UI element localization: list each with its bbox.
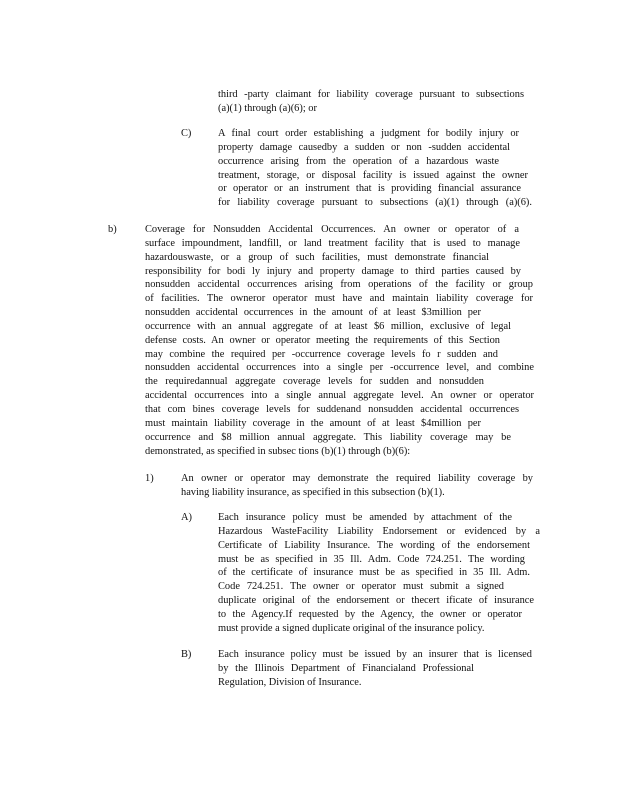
text-line: must maintain liability coverage in the amount of at least $4million per	[145, 417, 481, 429]
text-line: accidental occurrences into a single annual aggregate level. An owner or operator	[145, 390, 534, 402]
text-line: occurrence with an annual aggregate of at least $6 million, exclusive of legal	[145, 320, 511, 332]
text-line: nonsudden accidental occurrences into a single per -occurrence level, and combine	[145, 362, 534, 374]
text-line: for liability coverage pursuant to subsections (a)(1) through (a)(6).	[218, 197, 532, 209]
text-line: Each insurance policy must be amended by attachment of the	[218, 512, 512, 523]
text-line: that com bines coverage levels for suddenand nonsudden accidental occurrences	[145, 403, 519, 415]
text-line: third -party claimant for liability coverage pursuant to subsections	[218, 89, 524, 100]
text-line: treatment, storage, or disposal facility is issued against the owner	[218, 169, 528, 181]
item-c-paragraph	[218, 127, 532, 210]
text-line: Regulation, Division of Insurance.	[218, 676, 362, 688]
section-b-marker: b)	[108, 224, 117, 235]
text-line: defense costs. An owner or operator meeting the requirements of this Section	[145, 334, 500, 346]
continuation-paragraph	[218, 88, 524, 116]
text-line: nonsudden accidental occurrences arising from operations of the facility or group	[145, 279, 533, 291]
text-line: or operator or an instrument that is providing financial assurance	[218, 183, 521, 195]
text-line: A final court order establishing a judgment for bodily injury or	[218, 128, 519, 139]
text-line: demonstrated, as specified in subsec tions (b)(1) through (b)(6):	[145, 445, 411, 457]
item-a-marker: A)	[181, 512, 192, 523]
text-line: must provide a signed duplicate original of the insurance policy.	[218, 622, 485, 634]
item-a-paragraph	[218, 511, 540, 636]
text-line: having liability insurance, as specified in this subsection (b)(1).	[181, 486, 445, 498]
text-line: hazardouswaste, or a group of such facilities, must demonstrate financial	[145, 251, 489, 263]
text-line: (a)(1) through (a)(6); or	[218, 102, 317, 114]
text-line: by the Illinois Department of Financialand Professional	[218, 662, 474, 674]
text-line: must be as specified in 35 Ill. Adm. Code 724.251. The wording	[218, 553, 525, 565]
text-line: occurrence arising from the operation of a hazardous waste	[218, 155, 499, 167]
text-line: property damage causedby a sudden or non -sudden accidental	[218, 141, 510, 153]
text-line: surface impoundment, landfill, or land treatment facility that is used to manage	[145, 237, 520, 249]
item-b-marker: B)	[181, 649, 192, 660]
text-line: nonsudden accidental occurrences in the amount of at least $3million per	[145, 307, 481, 319]
text-line: Certificate of Liability Insurance. The wording of the endorsement	[218, 539, 530, 551]
item-c-marker: C)	[181, 128, 192, 139]
text-line: responsibility for bodi ly injury and property damage to third parties caused by	[145, 265, 521, 277]
text-line: duplicate original of the endorsement or thecert ificate of insurance	[218, 595, 534, 607]
text-line: An owner or operator may demonstrate the required liability coverage by	[181, 473, 533, 484]
text-line: of the certificate of insurance must be as specified in 35 Ill. Adm.	[218, 567, 530, 579]
text-line: to the Agency.If requested by the Agency, the owner or operator	[218, 608, 522, 620]
text-line: Hazardous WasteFacility Liability Endorsement or evidenced by a	[218, 525, 540, 537]
item-1-marker: 1)	[145, 473, 154, 484]
text-line: Coverage for Nonsudden Accidental Occurrences. An owner or operator of a	[145, 224, 519, 235]
text-line: the requiredannual aggregate coverage levels for sudden and nonsudden	[145, 376, 484, 388]
text-line: Code 724.251. The owner or operator must submit a signed	[218, 581, 504, 593]
text-line: Each insurance policy must be issued by an insurer that is licensed	[218, 649, 532, 660]
text-line: of facilities. The owneror operator must have and maintain liability coverage for	[145, 293, 533, 305]
item-b-paragraph	[218, 648, 532, 690]
text-line: may combine the required per -occurrence coverage levels fo r sudden and	[145, 348, 498, 360]
section-b-paragraph	[145, 223, 534, 458]
item-1-paragraph	[181, 472, 534, 500]
text-line: occurrence and $8 million annual aggregate. This liability coverage may be	[145, 431, 511, 443]
